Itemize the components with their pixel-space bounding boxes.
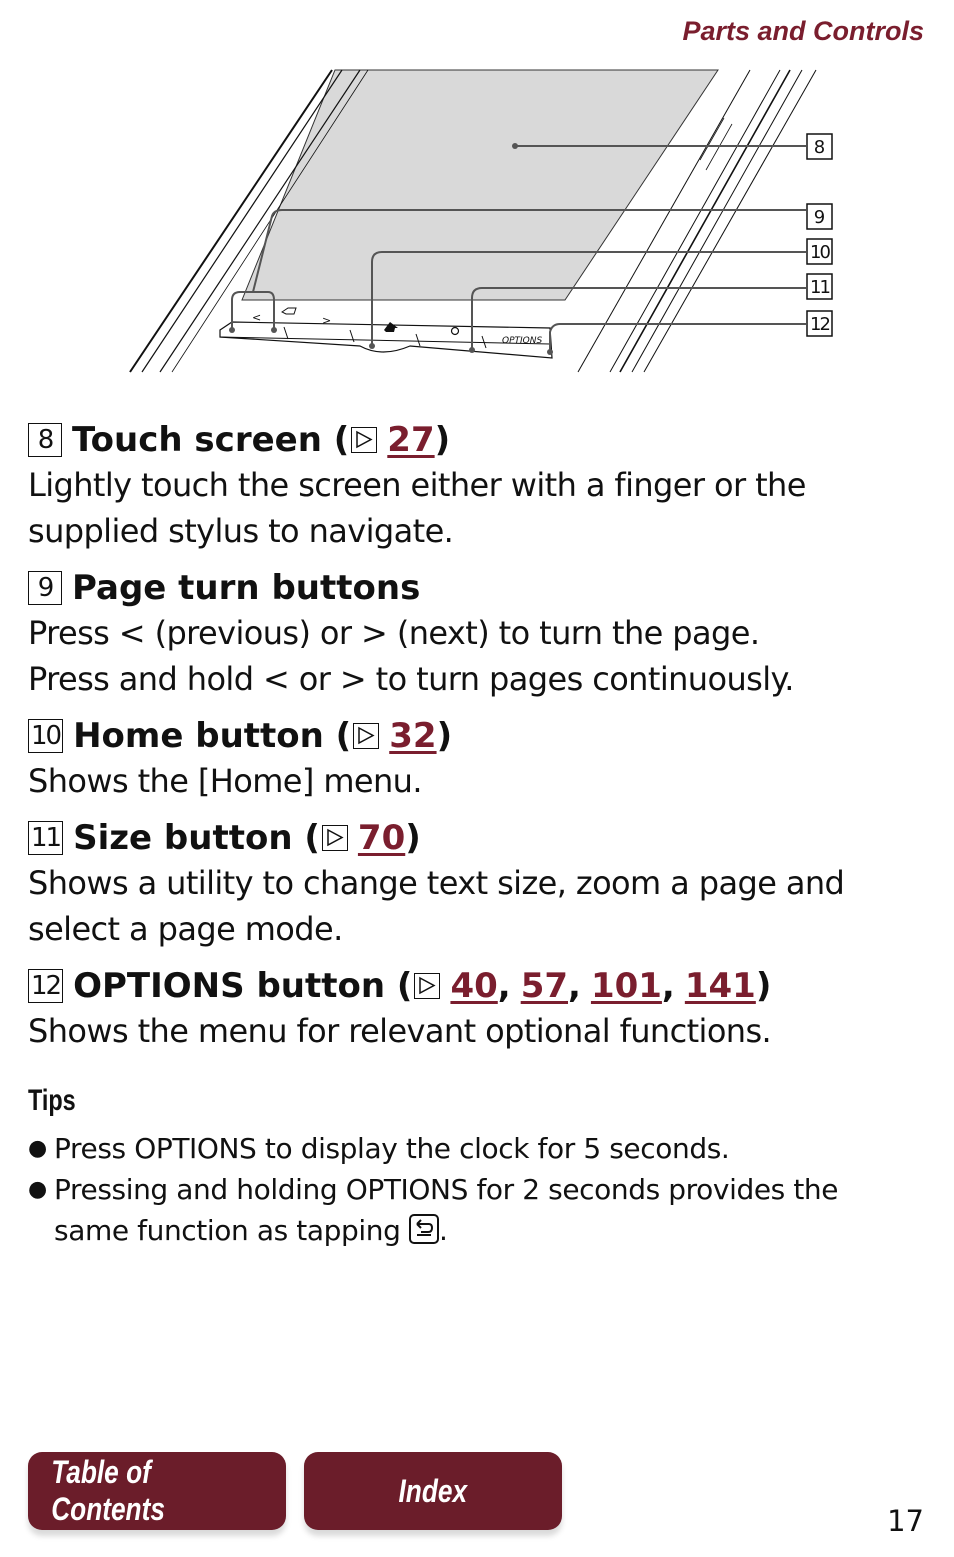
item-size-button: [28, 816, 928, 952]
index-button[interactable]: [304, 1452, 562, 1530]
callout-12: 12: [810, 314, 829, 335]
description-line: Shows the menu for relevant optional functions.: [28, 1012, 772, 1050]
item-title: Size button (: [73, 818, 320, 858]
item-title: Home button (: [73, 716, 352, 756]
prev-label: <: [252, 311, 262, 324]
item-touch-screen: [28, 418, 928, 554]
description-line: supplied stylus to navigate.: [28, 512, 454, 550]
description-line: select a page mode.: [28, 910, 343, 948]
ref-separator: ,: [661, 966, 675, 1006]
item-close-paren: ): [405, 818, 421, 858]
tip-line: Pressing and holding OPTIONS for 2 seconds provides the: [54, 1173, 839, 1206]
item-close-paren: ): [434, 420, 451, 460]
item-options-button: [28, 964, 928, 1054]
next-label: >: [322, 314, 332, 327]
page-ref-icon: [414, 973, 440, 999]
tips-list: [28, 1128, 928, 1251]
item-number: 11: [28, 821, 63, 855]
ref-separator: ,: [497, 966, 511, 1006]
page-link-57[interactable]: 57: [520, 966, 569, 1006]
table-of-contents-button[interactable]: [28, 1452, 286, 1530]
tip-item: [28, 1128, 928, 1169]
description-line: Press and hold < or > to turn pages continuously.: [28, 660, 794, 698]
description-line: Shows the [Home] menu.: [28, 762, 422, 800]
tip-line: same function as tapping: [54, 1214, 401, 1247]
item-heading: [28, 714, 928, 758]
item-close-paren: ): [436, 716, 453, 756]
options-label: OPTIONS: [502, 336, 543, 346]
tip-end: .: [438, 1214, 448, 1247]
description-line: Lightly touch the screen either with a finger or the: [28, 466, 806, 504]
item-number: 10: [28, 719, 63, 753]
back-icon: [409, 1214, 439, 1244]
item-heading: [28, 816, 928, 860]
item-number: 12: [28, 969, 63, 1003]
section-title: Parts and Controls: [682, 16, 924, 46]
callout-9: 9: [813, 207, 826, 228]
item-heading: [28, 964, 928, 1008]
item-number: 8: [28, 423, 62, 457]
item-title: Touch screen (: [72, 420, 350, 460]
ref-separator: ,: [568, 966, 581, 1006]
item-description: [28, 610, 928, 702]
item-close-paren: ): [755, 966, 772, 1006]
callout-11: 11: [810, 277, 829, 298]
description-line: Press < (previous) or > (next) to turn the page.: [28, 614, 760, 652]
item-description: [28, 758, 928, 804]
item-number: 9: [28, 571, 62, 605]
device-illustration: [120, 62, 840, 377]
page-link-40[interactable]: 40: [450, 966, 498, 1006]
item-description: [28, 462, 928, 554]
page-ref-icon: [351, 427, 377, 453]
page-ref-icon: [322, 825, 348, 851]
tips-heading: Tips: [28, 1084, 76, 1117]
item-description: [28, 1008, 928, 1054]
item-heading: [28, 418, 928, 462]
toc-label: Table of Contents: [51, 1454, 165, 1527]
description-line: Shows a utility to change text size, zoom a page and: [28, 864, 845, 902]
item-title: Page turn buttons: [72, 568, 421, 608]
bullet-icon: ●: [28, 1177, 47, 1202]
page-link-141[interactable]: 141: [684, 966, 756, 1006]
page-number: 17: [887, 1504, 924, 1538]
index-label: Index: [398, 1472, 468, 1509]
callout-10: 10: [810, 242, 829, 263]
page-ref-icon: [353, 723, 379, 749]
bullet-icon: ●: [28, 1136, 47, 1161]
tip-text: [54, 1169, 838, 1251]
item-home-button: [28, 714, 928, 804]
item-page-turn-buttons: [28, 566, 928, 702]
callout-8: 8: [813, 137, 826, 158]
tip-item: [28, 1169, 928, 1251]
tip-text: Press OPTIONS to display the clock for 5 seconds.: [54, 1132, 730, 1165]
parts-list: [28, 418, 928, 1251]
page-link-70[interactable]: 70: [357, 818, 406, 858]
item-description: [28, 860, 928, 952]
page-link-27[interactable]: 27: [387, 420, 435, 460]
item-title: OPTIONS button (: [73, 966, 413, 1006]
item-heading: [28, 566, 928, 610]
page-link-32[interactable]: 32: [389, 716, 437, 756]
page-link-101[interactable]: 101: [590, 966, 662, 1006]
